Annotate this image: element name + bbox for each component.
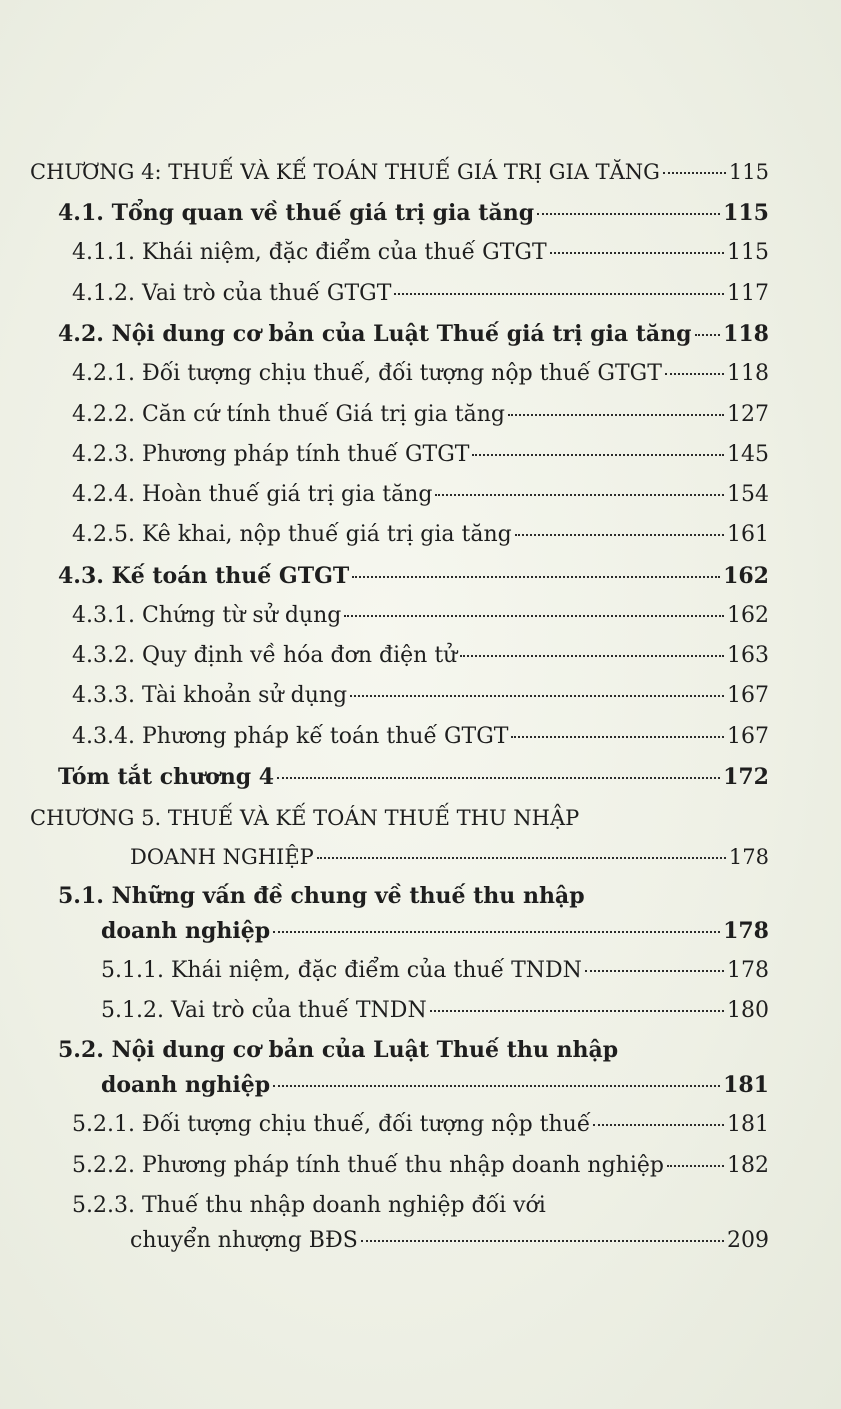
- toc-entry-chapter-4: [30, 158, 769, 186]
- leader-dots: [460, 655, 724, 657]
- toc-entry-4-2-2: [72, 401, 769, 429]
- toc-entry-chapter-5: [130, 843, 769, 871]
- toc-page: 118: [723, 321, 769, 347]
- toc-page: 118: [727, 361, 769, 386]
- toc-entry-4-2: [58, 320, 769, 348]
- toc-label: 4.3.3. Tài khoản sử dụng: [72, 683, 348, 708]
- leader-dots: [273, 1085, 720, 1087]
- toc-page: 162: [727, 603, 769, 628]
- toc-page: 181: [727, 1112, 769, 1137]
- toc-page: 182: [727, 1153, 769, 1178]
- toc-page: 115: [727, 240, 769, 265]
- toc-page: 172: [723, 764, 769, 790]
- toc-page: 115: [723, 200, 769, 226]
- toc-label: 5.1.2. Vai trò của thuế TNDN: [101, 998, 427, 1023]
- toc-entry-4-1-2: [72, 280, 769, 308]
- toc-label: 4.3.1. Chứng từ sử dụng: [72, 603, 342, 628]
- toc-page: 163: [727, 643, 769, 668]
- leader-dots: [515, 534, 724, 536]
- leader-dots: [430, 1010, 724, 1012]
- toc-entry-5-1-2: [101, 997, 769, 1025]
- toc-label: doanh nghiệp: [101, 1072, 271, 1098]
- leader-dots: [550, 252, 724, 254]
- toc-page: 167: [727, 724, 769, 749]
- toc-entry-4-2-3: [72, 441, 769, 469]
- toc-page: 181: [723, 1072, 769, 1098]
- leader-dots: [585, 970, 724, 972]
- toc-page: 145: [727, 442, 769, 467]
- toc-entry-5-1: [101, 917, 769, 945]
- toc-label: 4.1. Tổng quan về thuế giá trị gia tăng: [58, 200, 535, 226]
- toc-label: chuyển nhượng BĐS: [130, 1228, 358, 1253]
- toc-entry-5-2: [101, 1071, 769, 1099]
- toc-label: 4.2.4. Hoàn thuế giá trị gia tăng: [72, 482, 433, 507]
- toc-page: 167: [727, 683, 769, 708]
- toc-page: 178: [727, 958, 769, 983]
- toc-entry-4-1: [58, 199, 769, 227]
- toc-page: 209: [727, 1228, 769, 1253]
- toc-label: 5.1.1. Khái niệm, đặc điểm của thuế TNDN: [101, 958, 582, 983]
- leader-dots: [277, 777, 720, 779]
- leader-dots: [394, 293, 724, 295]
- toc-entry-4-2-4: [72, 481, 769, 509]
- leader-dots: [361, 1240, 724, 1242]
- toc-label: 4.2.2. Căn cứ tính thuế Giá trị gia tăng: [72, 402, 506, 427]
- toc-entry-4-3: [58, 562, 769, 590]
- toc-label: 4.2.3. Phương pháp tính thuế GTGT: [72, 442, 470, 467]
- toc-entry-4-3-1: [72, 602, 769, 630]
- leader-dots: [508, 414, 724, 416]
- toc-page: 115: [728, 160, 769, 184]
- toc-page: 161: [727, 522, 769, 547]
- leader-dots: [435, 494, 724, 496]
- toc-5-2-line-1: 5.2. Nội dung cơ bản của Luật Thuế thu nhập: [58, 1037, 619, 1063]
- toc-entry-4-2-1: [72, 360, 769, 388]
- leader-dots: [667, 1165, 724, 1167]
- toc-entry-4-1-1: [72, 239, 769, 267]
- toc-label: Tóm tắt chương 4: [58, 764, 275, 790]
- toc-label: 5.2.1. Đối tượng chịu thuế, đối tượng nộp thuế: [72, 1112, 591, 1137]
- toc-entry-4-3-4: [72, 723, 769, 751]
- leader-dots: [695, 334, 720, 336]
- toc-label: 4.2.5. Kê khai, nộp thuế giá trị gia tăng: [72, 522, 512, 547]
- toc-label: DOANH NGHIỆP: [130, 845, 314, 869]
- toc-entry-5-1-1: [101, 957, 769, 985]
- toc-label: CHƯƠNG 4: THUẾ VÀ KẾ TOÁN THUẾ GIÁ TRỊ GIA TĂNG: [30, 160, 660, 184]
- toc-5-1-line-1: 5.1. Những vấn đề chung về thuế thu nhập: [58, 883, 585, 909]
- leader-dots: [511, 736, 724, 738]
- toc-page: 117: [727, 281, 769, 306]
- toc-page: 154: [727, 482, 769, 507]
- leader-dots: [472, 454, 724, 456]
- toc-chapter-5-line-1: CHƯƠNG 5. THUẾ VÀ KẾ TOÁN THUẾ THU NHẬP: [30, 806, 580, 830]
- leader-dots: [352, 576, 720, 578]
- leader-dots: [273, 931, 720, 933]
- toc-label: 4.3.4. Phương pháp kế toán thuế GTGT: [72, 724, 509, 749]
- toc-entry-4-2-5: [72, 521, 769, 549]
- leader-dots: [350, 695, 724, 697]
- toc-page: 162: [723, 563, 769, 589]
- toc-entry-5-2-3: [130, 1227, 769, 1255]
- toc-entry-5-2-1: [72, 1111, 769, 1139]
- toc-label: 4.1.1. Khái niệm, đặc điểm của thuế GTGT: [72, 240, 547, 265]
- toc-label: 4.1.2. Vai trò của thuế GTGT: [72, 281, 392, 306]
- toc-page: 180: [727, 998, 769, 1023]
- toc-label: 4.3.2. Quy định về hóa đơn điện tử: [72, 643, 458, 668]
- toc-entry-5-2-2: [72, 1152, 769, 1180]
- toc-label: 4.2. Nội dung cơ bản của Luật Thuế giá trị gia tăng: [58, 321, 692, 347]
- toc-entry-4-3-3: [72, 682, 769, 710]
- leader-dots: [593, 1124, 724, 1126]
- leader-dots: [317, 857, 726, 859]
- toc-page: 178: [728, 845, 769, 869]
- toc-entry-summary-4: [58, 763, 769, 791]
- toc-page: 127: [727, 402, 769, 427]
- toc-label: 4.2.1. Đối tượng chịu thuế, đối tượng nộp thuế GTGT: [72, 361, 662, 386]
- toc-label: 5.2.2. Phương pháp tính thuế thu nhập doanh nghiệp: [72, 1153, 664, 1178]
- leader-dots: [665, 373, 724, 375]
- toc-entry-4-3-2: [72, 642, 769, 670]
- leader-dots: [344, 615, 724, 617]
- leader-dots: [663, 172, 726, 174]
- leader-dots: [537, 213, 720, 215]
- toc-label: 4.3. Kế toán thuế GTGT: [58, 563, 350, 589]
- toc-5-2-3-line-1: 5.2.3. Thuế thu nhập doanh nghiệp đối với: [72, 1193, 546, 1218]
- toc-label: doanh nghiệp: [101, 918, 271, 944]
- toc-page: 178: [723, 918, 769, 944]
